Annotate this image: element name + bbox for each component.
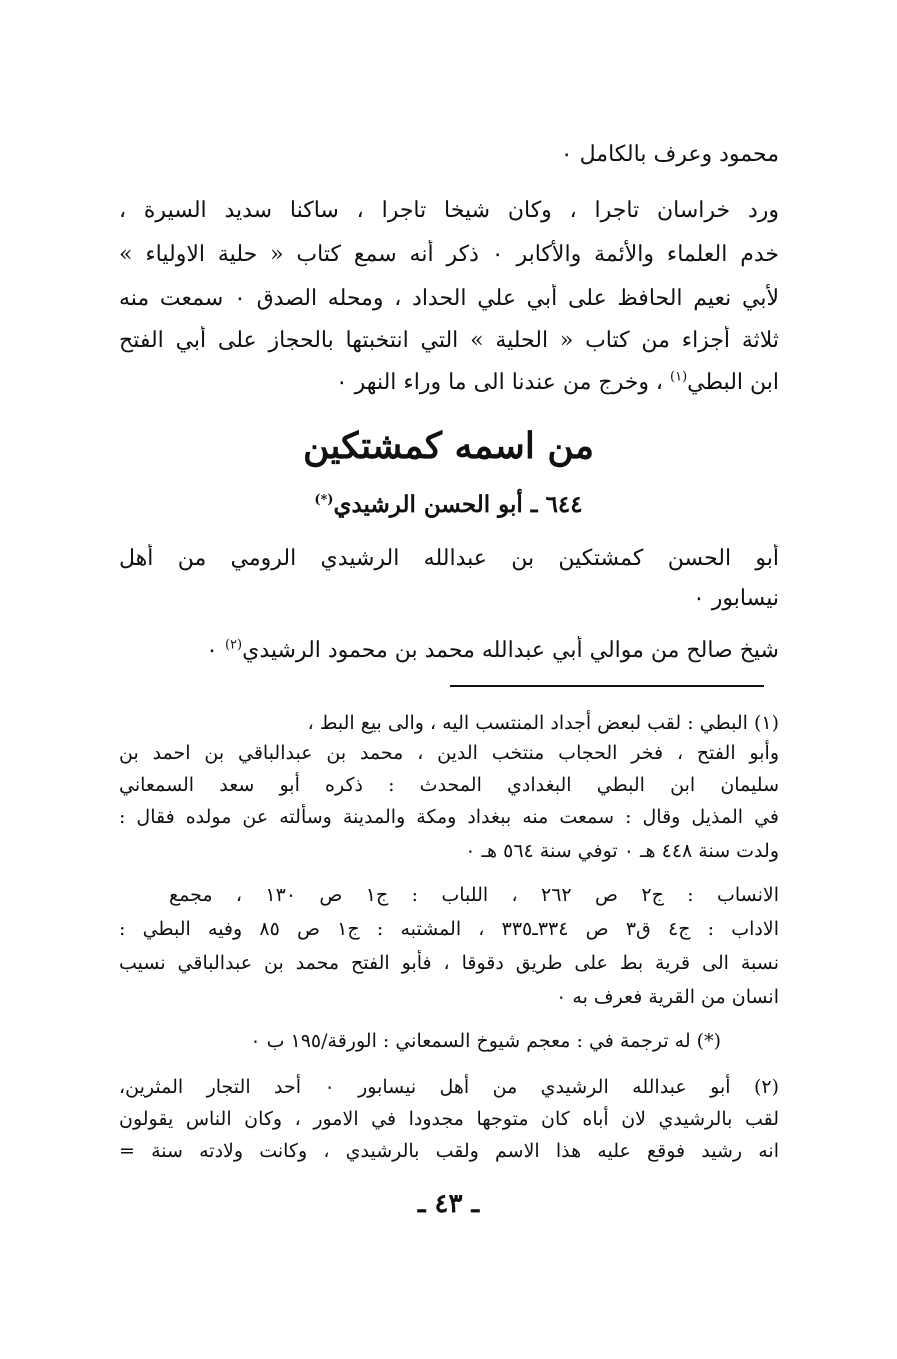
body-line — [119, 368, 779, 398]
entry-line: أبو الحسن كمشتكين بن عبدالله الرشيدي الرومي من أهل — [119, 546, 779, 571]
body-line: ورد خراسان تاجرا ، وكان شيخا تاجرا ، ساكنا سديد السيرة ، — [119, 198, 779, 223]
body-text: ، وخرج من عندنا الى ما وراء النهر ٠ — [335, 370, 671, 395]
footnote-line: نسبة الى قرية بط على طريق دقوقا ، فأبو الفتح محمد بن عبدالباقي نسيب — [119, 952, 779, 974]
footnote-rule — [450, 685, 764, 687]
body-line: ثلاثة أجزاء من كتاب « الحلية » التي انتخبتها بالحجاز على أبي الفتح — [119, 328, 779, 353]
entry-line: نيسابور ٠ — [692, 586, 779, 611]
entry-line — [119, 636, 779, 666]
footnote-line: الانساب : ج٢ ص ٢٦٢ ، اللباب : ج١ ص ١٣٠ ، مجمع — [169, 884, 779, 906]
footnote-ref: (١) — [670, 369, 688, 385]
footnote-line: الاداب : ج٤ ق٣ ص ٣٣٤ـ٣٣٥ ، المشتبه : ج١ ص ٨٥ وفيه البطي : — [119, 918, 779, 940]
footnote-ref: (٢) — [224, 637, 243, 653]
page-number: ـ ٤٣ ـ — [417, 1189, 480, 1219]
footnote-line: انسان من القرية فعرف به ٠ — [556, 986, 779, 1008]
footnote-line: (٢) أبو عبدالله الرشيدي من أهل نيسابور ٠ أحد التجار المثرين، — [119, 1076, 779, 1098]
entry-text: ٠ — [206, 638, 225, 663]
body-text: ابن البطي — [687, 370, 779, 395]
body-line: لأبي نعيم الحافظ على أبي علي الحداد ، ومحله الصدق ٠ سمعت منه — [119, 286, 779, 311]
entry-title — [0, 490, 897, 520]
footnote-line: انه رشيد فوقع عليه هذا الاسم ولقب بالرشيدي ، وكانت ولادته سنة = — [119, 1140, 779, 1162]
footnote-line: ولدت سنة ٤٤٨ هـ ٠ توفي سنة ٥٦٤ هـ ٠ — [465, 840, 779, 862]
footnote-ref: (*) — [314, 492, 334, 508]
footnote-line: وأبو الفتح ، فخر الحجاب منتخب الدين ، محمد بن عبدالباقي بن احمد بن — [119, 742, 779, 764]
body-line: خدم العلماء والأئمة والأكابر ٠ ذكر أنه سمع كتاب « حلية الاولياء » — [119, 242, 779, 267]
footnote-line: سليمان ابن البطي البغدادي المحدث : ذكره أبو سعد السمعاني — [119, 774, 779, 796]
body-line: محمود وعرف بالكامل ٠ — [560, 142, 779, 167]
footnote-star: (*) له ترجمة في : معجم شيوخ السمعاني : الورقة/١٩٥ ب ٠ — [250, 1030, 721, 1052]
entry-text: شيخ صالح من موالي أبي عبدالله محمد بن محمود الرشيدي — [242, 638, 779, 663]
footnote-line: لقب بالرشيدي لان أباه كان متوجها مجدودا في الامور ، وكان الناس يقولون — [119, 1108, 779, 1130]
footnote-line: (١) البطي : لقب لبعض أجداد المنتسب اليه ، والى بيع البط ، — [307, 712, 779, 734]
footnote-line: في المذيل وقال : سمعت منه ببغداد ومكة والمدينة وسألته عن مولده فقال : — [119, 806, 779, 828]
entry-title-text: ٦٤٤ ـ أبو الحسن الرشيدي — [333, 491, 583, 518]
section-heading: من اسمه كمشتكين — [302, 425, 595, 467]
